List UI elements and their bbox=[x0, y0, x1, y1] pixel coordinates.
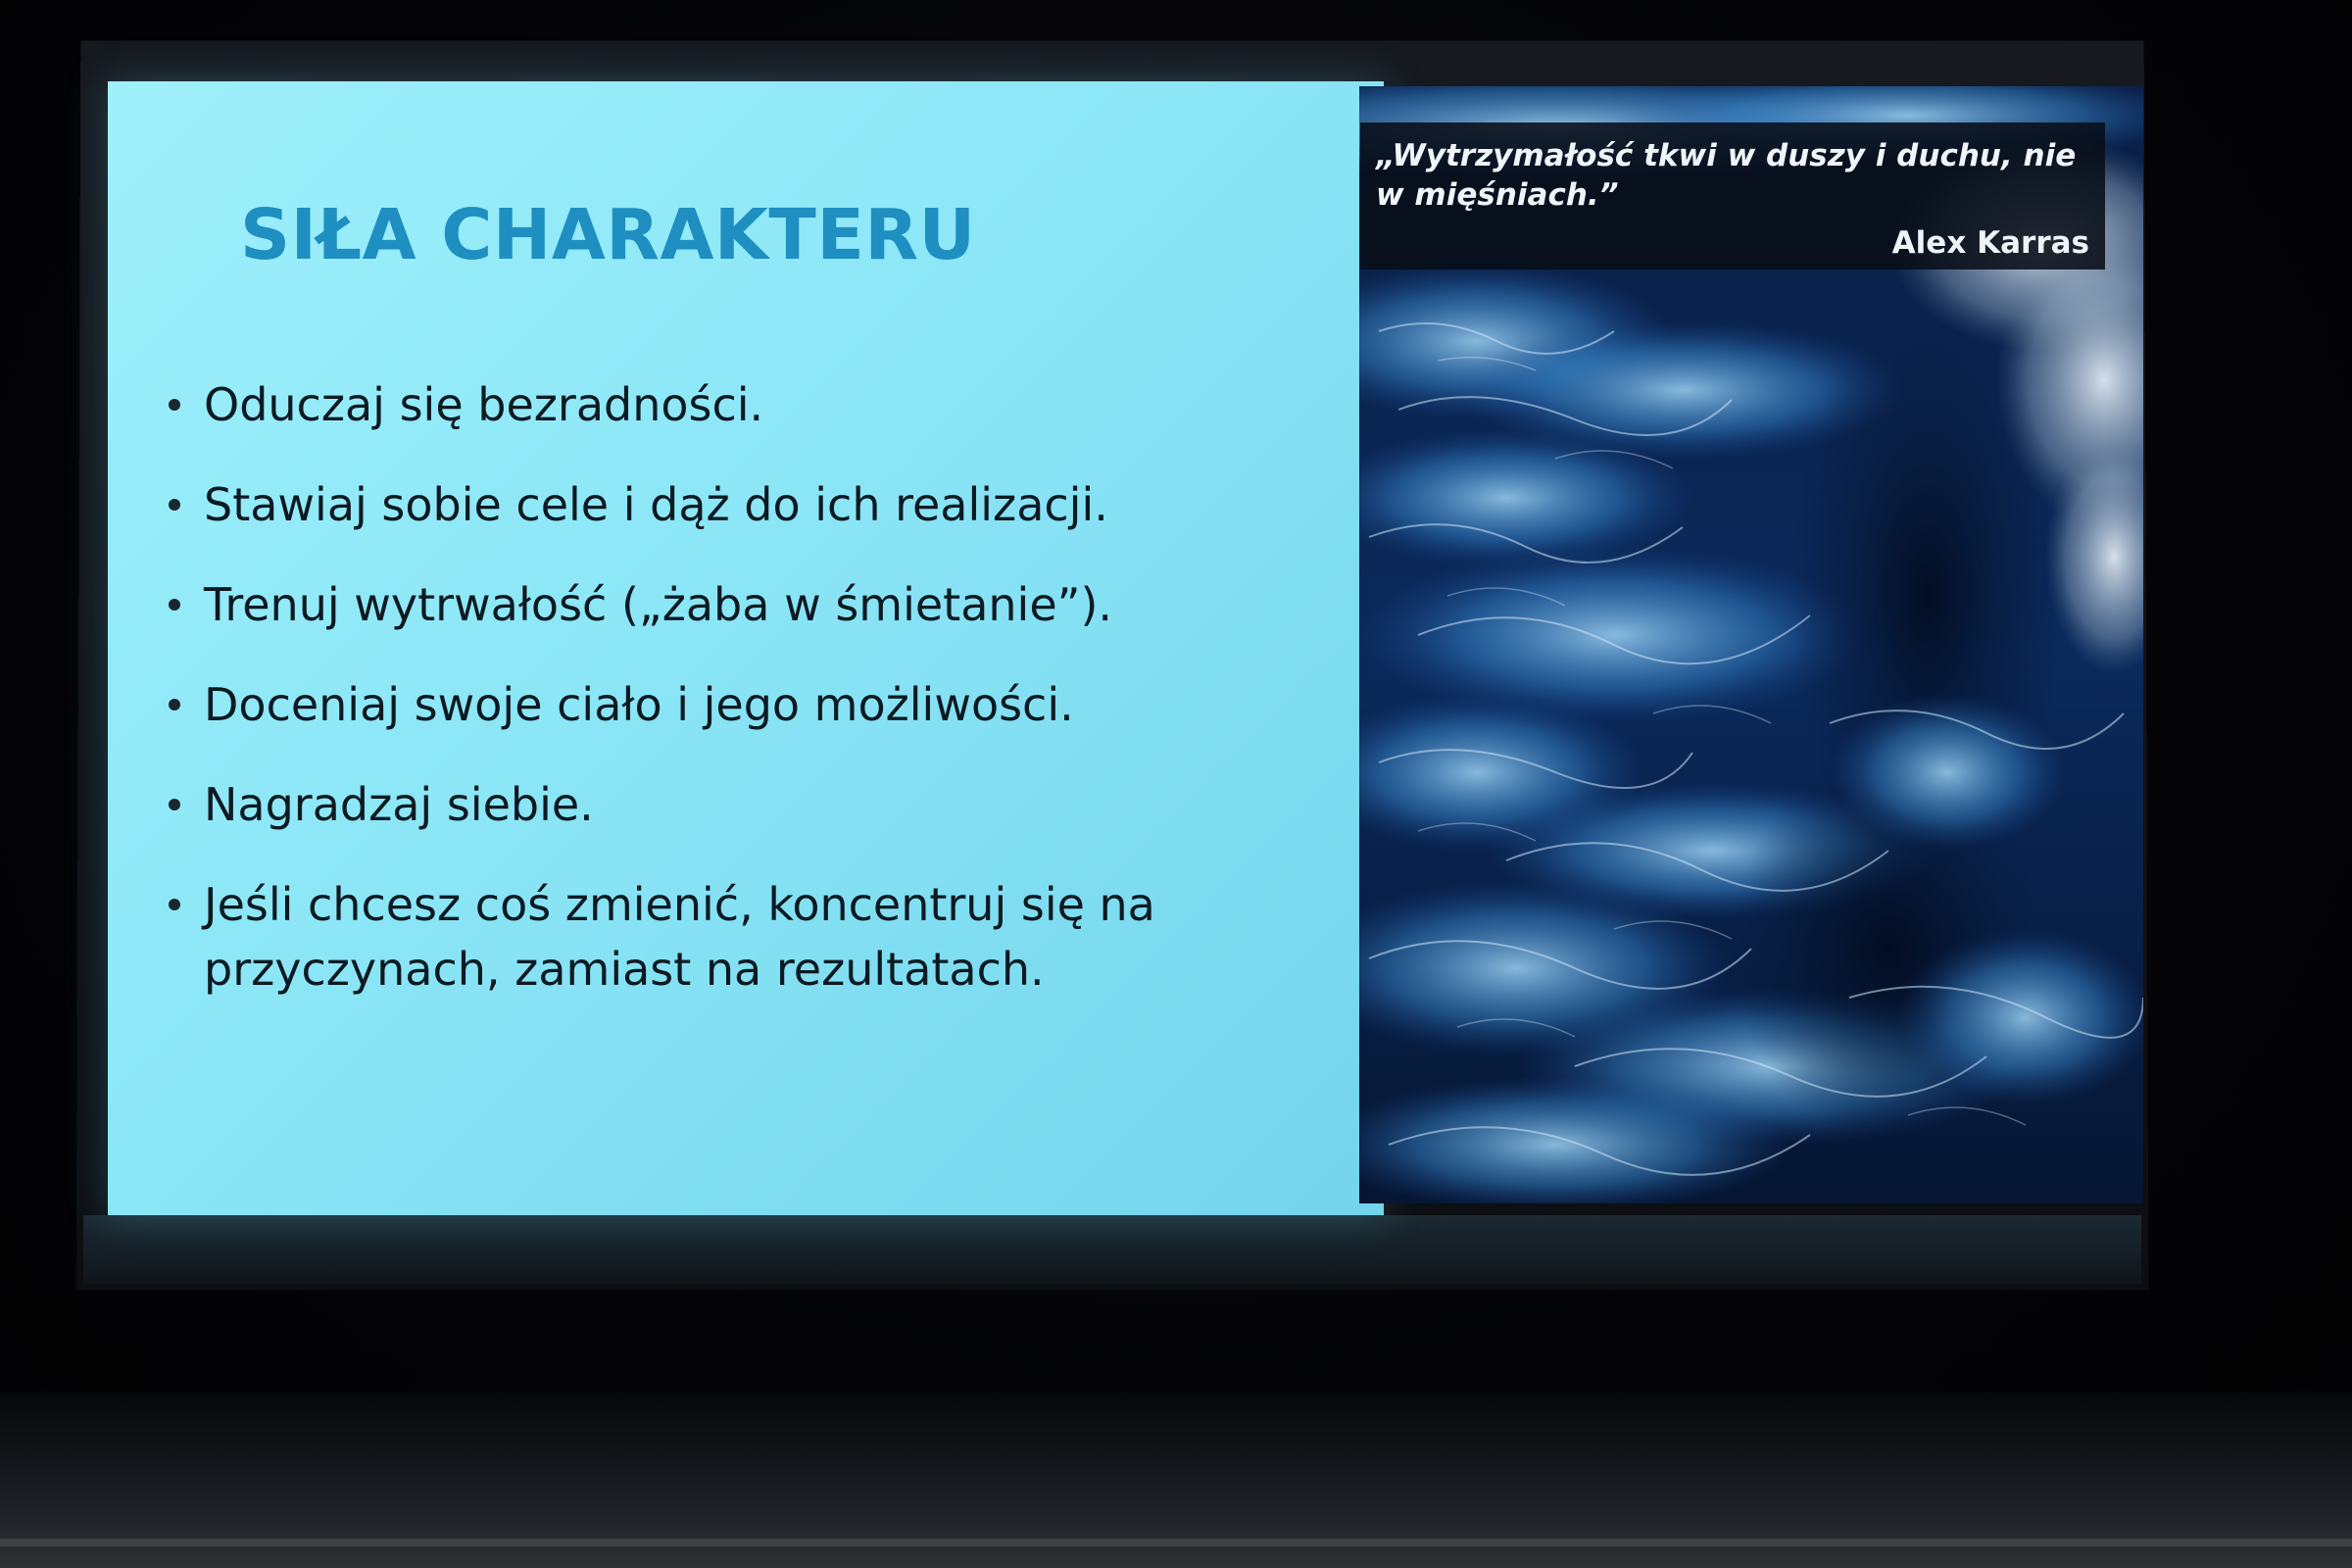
slide-title: SIŁA CHARAKTERU bbox=[240, 194, 976, 275]
bullet-list bbox=[157, 372, 1333, 1037]
quote-text: „Wytrzymałość tkwi w duszy i duchu, nie w mięśniach.” bbox=[1376, 138, 2077, 213]
bullet-item bbox=[157, 772, 1333, 837]
slide-bottom-band bbox=[83, 1215, 2141, 1284]
bullet-text: Doceniaj swoje ciało i jego możliwości. bbox=[204, 678, 1074, 731]
bullet-dot-icon bbox=[169, 699, 180, 710]
bullet-item bbox=[157, 872, 1321, 1002]
stage-edge bbox=[0, 1539, 2352, 1546]
bullet-dot-icon bbox=[169, 599, 180, 611]
bullet-dot-icon bbox=[169, 499, 180, 511]
bullet-text: Stawiaj sobie cele i dąż do ich realizacji. bbox=[204, 478, 1108, 531]
bullet-dot-icon bbox=[169, 799, 180, 810]
bullet-text: Oduczaj się bezradności. bbox=[204, 378, 764, 431]
bullet-text: Trenuj wytrwałość („żaba w śmietanie”). bbox=[204, 578, 1113, 631]
bullet-item bbox=[157, 572, 1333, 637]
bullet-dot-icon bbox=[169, 899, 180, 910]
bullet-item bbox=[157, 672, 1333, 737]
bullet-item bbox=[157, 372, 1333, 437]
bullet-dot-icon bbox=[169, 399, 180, 411]
bullet-text: Jeśli chcesz coś zmienić, koncentruj się na przyczynach, zamiast na rezultatach. bbox=[204, 878, 1155, 996]
bullet-text: Nagradzaj siebie. bbox=[204, 778, 594, 831]
bullet-item bbox=[157, 472, 1333, 537]
quote-author: Alex Karras bbox=[1891, 225, 2089, 261]
